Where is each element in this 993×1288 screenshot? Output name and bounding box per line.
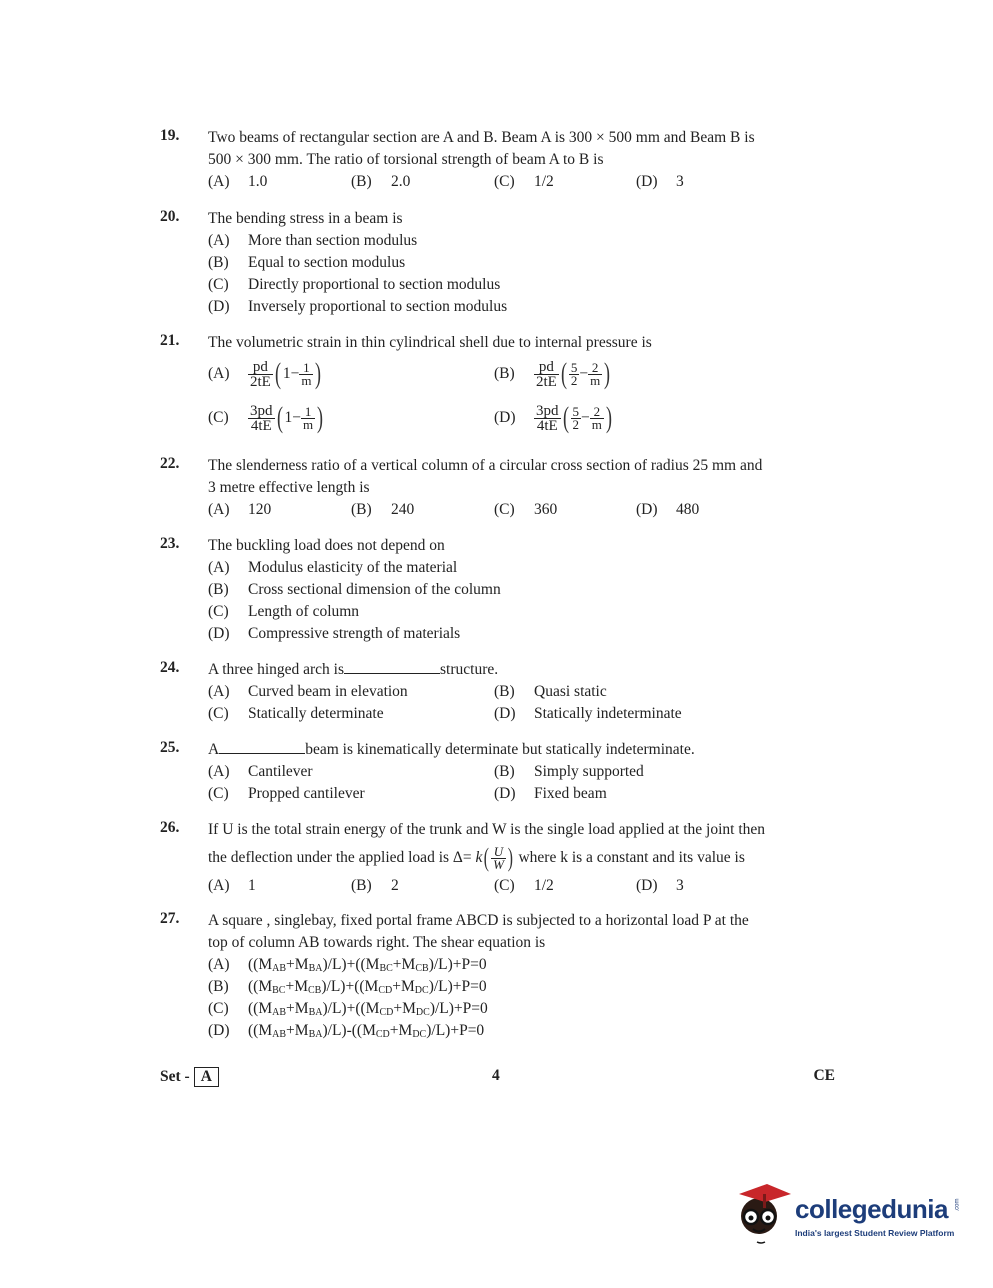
formula-fraction: $\frac{3pd}{4tE}$ [250,402,273,434]
option-a: (A) $((M_{AB}+M_{BA})/L)+((M_{BC}+M_{CB})/L)+P=0$ [208,956,487,974]
question-text: The slenderness ratio of a vertical column of a circular cross section of radius 25 mm and [208,457,763,474]
question-number: 25. [160,739,180,756]
subject-code: CE [813,1067,835,1084]
question-text: A square , singlebay, fixed portal frame ABCD is subjected to a horizontal load P at the [208,912,749,929]
option-d: (D) 3 [636,173,684,190]
page-footer [160,1067,835,1091]
set-value: A [194,1067,219,1087]
option-b: (B) $((M_{BC}+M_{CB})/L)+((M_{CD}+M_{DC})/L)+P=0$ [208,978,487,996]
shear-equation: $((M_{BC}+M_{CB})/L)+((M_{CD}+M_{DC})/L)+P=0$ [248,978,487,996]
option-d: (D) $((M_{AB}+M_{BA})/L)-((M_{CD}+M_{DC})/L)+P=0$ [208,1022,485,1040]
question-text: If U is the total strain energy of the trunk and W is the single load applied at the joint then [208,821,766,838]
question-number: 22. [160,455,180,472]
question-text: the deflection under the applied load is Δ= k( $\frac{U}{W}$ ) where k is a constant and its value is [208,843,745,873]
option-c: (C) 360 [494,501,558,518]
option-c: (C) Directly proportional to section modulus [208,276,501,293]
shear-equation: $((M_{AB}+M_{BA})/L)+((M_{BC}+M_{CB})/L)+P=0$ [248,956,487,974]
option-d: (D) 3 [636,877,684,894]
option-d: (D) Compressive strength of materials [208,625,461,642]
collegedunia-logo [737,1180,967,1250]
option-c: (C) Statically determinate [208,705,384,722]
option-b: (B) Quasi static [494,683,607,700]
brand-name: collegedunia [795,1194,948,1224]
option-a: (A) Curved beam in elevation [208,683,408,700]
question-number: 19. [160,127,180,144]
question-text: The volumetric strain in thin cylindrical shell due to internal pressure is [208,334,652,351]
option-a: (A) Cantilever [208,763,313,780]
question-text: Two beams of rectangular section are A and B. Beam A is 300 × 500 mm and Beam B is [208,129,755,146]
mascot-icon [737,1180,795,1250]
brand-suffix: .com [954,1198,961,1212]
option-d: (D) Inversely proportional to section modulus [208,298,508,315]
answer-blank [219,739,305,754]
option-c: (C) 1/2 [494,877,554,894]
question-number: 27. [160,910,180,927]
question-text: A three hinged arch is structure. [208,661,499,678]
question-text: top of column AB towards right. The shear equation is [208,934,546,951]
question-text: A beam is kinematically determinate but statically indeterminate. [208,741,695,758]
question-number: 23. [160,535,180,552]
option-d: (D) Statically indeterminate [494,705,682,722]
question-text: 500 × 300 mm. The ratio of torsional strength of beam A to B is [208,151,604,168]
option-c: (C) $((M_{AB}+M_{BA})/L)+((M_{CD}+M_{DC})/L)+P=0$ [208,1000,488,1018]
question-text: 3 metre effective length is [208,479,370,496]
shear-equation: $((M_{AB}+M_{BA})/L)+((M_{CD}+M_{DC})/L)+P=0$ [248,1000,488,1018]
option-d: (D) 480 [636,501,700,518]
option-a: (A) $\frac{pd}{2tE}$ ( 1 − $\frac{1}{m}$ ) [208,357,322,390]
question-number: 24. [160,659,180,676]
option-d: (D) Fixed beam [494,785,607,802]
shear-equation: $((M_{AB}+M_{BA})/L)-((M_{CD}+M_{DC})/L)+P=0$ [248,1022,485,1040]
option-b: (B) Equal to section modulus [208,254,406,271]
brand-tagline: India's largest Student Review Platform [795,1228,955,1238]
option-b: (B) 2.0 [351,173,411,190]
answer-blank [344,659,440,674]
formula-fraction: $\frac{3pd}{4tE}$ [536,402,559,434]
question-text: The bending stress in a beam is [208,210,403,227]
set-label: Set - [160,1068,190,1085]
question-text: The buckling load does not depend on [208,537,445,554]
option-c: (C) Length of column [208,603,360,620]
question-number: 20. [160,208,180,225]
option-b: (B) Cross sectional dimension of the column [208,581,501,598]
option-a: (A) More than section modulus [208,232,418,249]
option-a: (A) Modulus elasticity of the material [208,559,458,576]
option-c: (C) Propped cantilever [208,785,365,802]
option-a: (A) 1.0 [208,173,268,190]
option-b: (B) Simply supported [494,763,644,780]
option-d: (D) $\frac{3pd}{4tE}$ ( $\frac{5}{2}$ − $\frac{2}{m}$ ) [494,401,612,434]
option-a: (A) 1 [208,877,256,894]
option-c: (C) $\frac{3pd}{4tE}$ ( 1 − $\frac{1}{m}$ ) [208,401,324,434]
option-c: (C) 1/2 [494,173,554,190]
formula-fraction: $\frac{pd}{2tE}$ [536,358,557,390]
option-b: (B) 2 [351,877,399,894]
question-number: 21. [160,332,180,349]
page-number: 4 [492,1067,500,1084]
formula-fraction: $\frac{pd}{2tE}$ [250,358,271,390]
question-number: 26. [160,819,180,836]
option-b: (B) $\frac{pd}{2tE}$ ( $\frac{5}{2}$ − $\frac{2}{m}$ ) [494,357,611,390]
option-a: (A) 120 [208,501,272,518]
option-b: (B) 240 [351,501,415,518]
